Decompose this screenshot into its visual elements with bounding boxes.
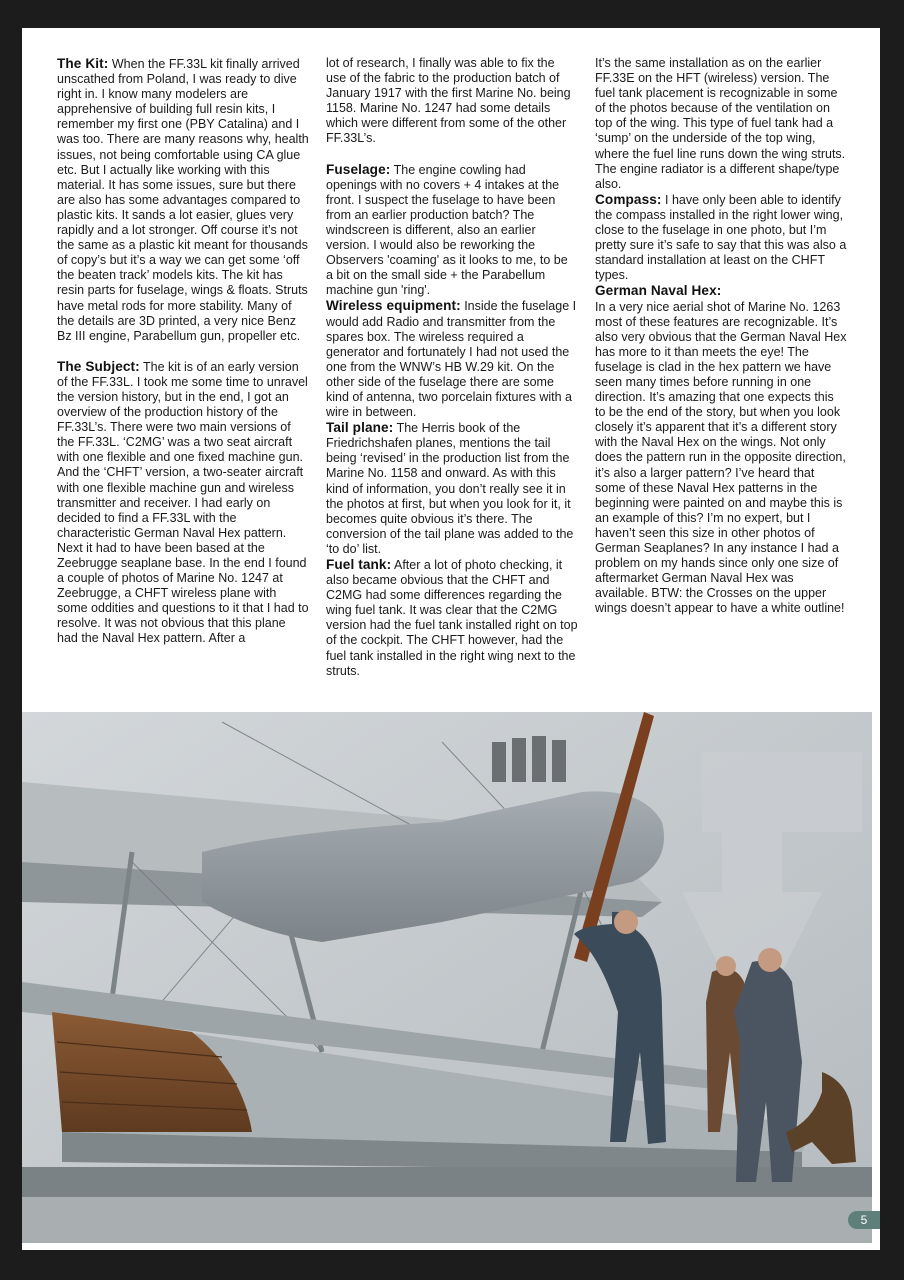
body-fuel-tank: After a lot of photo checking, it also became obvious that the CHFT and C2MG had some differences regarding the wing fuel tank. It was clear that the C2MG version had the fuel tank installed right on top of the cockpit. The CHFT however, had the fuel tank installed in the right wing next to the struts.: [326, 558, 578, 678]
text-column-3: [595, 56, 847, 616]
body-the-kit: When the FF.33L kit finally arrived unscathed from Poland, I was ready to dive right in. I know many modelers are apprehensive of building full resin kits, I remember my first one (PBY Catalina) and I was too. There are many reasons why, health issues, not being comfortable using CA glue etc. But I actually like working with this material. It has some issues, sure but there are also has some advantages compared to plastic kits. It sands a lot easier, glues very rapidly and a lot stronger. Off course it’s not the same as a plastic kit meant for thousands of copy’s but it’s a way we can get some ‘off the beaten track’ models kits. The kit has resin parts for fuselage, wings & floats. Struts have metal rods for more stability. Many of the details are 3D printed, a very nice Benz Bz III engine, Parabellum gun, propeller etc.: [57, 57, 309, 343]
body-wireless: Inside the fuselage I would add Radio and transmitter from the spares box. The wireless required a generator and fortunately I had not used the one from the WNW’s HB W.29 kit. On the other side of the fuselage there are some kind of antenna, two porcelain fixtures with a wire in between.: [326, 299, 577, 420]
text-column-2: [326, 56, 578, 679]
body-tail-plane: The Herris book of the Friedrichshafen planes, mentions the tail being ‘revised’ in the production list from the Marine No. 1158 and onward. As with this kind of information, you don’t really see it in the photos at first, but when you look for it, it becomes quite obvious it’s there. The conversion of the tail plane was added to the ‘to do’ list.: [326, 421, 574, 556]
seaplane-diorama-illustration: [22, 712, 872, 1243]
paragraph-fuel-tank: [326, 557, 578, 679]
heading-tail-plane: Tail plane:: [326, 420, 394, 436]
paragraph-fuselage: [326, 162, 578, 299]
paragraph-tail-plane: [326, 420, 578, 557]
paragraph-naval-hex-heading: [595, 283, 847, 299]
body-naval-hex: In a very nice aerial shot of Marine No. 1263 most of these features are recognizable. It’s also very obvious that the German Naval Hex has more to it than meets the eye! The fuselage is clad in the hex pattern we have seen many times before running in one direction. It’s amazing that one expects this to be the end of the story, but when you look closely it’s apparent that it’s a different story with the Naval Hex on the wings. Not only does the pattern run in the opposite direction, it’s also a larger pattern? I’ve heard that some of these Naval Hex patterns in the beginning were painted on and maybe this is an example of this? I’m no expert, but I haven’t seen this size in other photos of German Seaplanes? In any instance I had a problem on my hands since only one size of aftermarket German Naval Hex was available. BTW: the Crosses on the upper wings doesn’t appear to have a white outline!: [595, 299, 847, 616]
paragraph-the-subject: [57, 359, 309, 647]
heading-the-subject: The Subject:: [57, 358, 140, 374]
body-fuselage: The engine cowling had openings with no covers + 4 intakes at the front. I suspect the fuselage to have been from an earlier production batch? The windscreen is different, also an earlier version. I would also be reworking the Observers 'coaming' as it looks to me, to be a bit on the small side + the Parabellum machine gun 'ring'.: [326, 162, 568, 298]
magazine-page: [22, 28, 880, 1250]
paragraph-naval-hex: [595, 300, 847, 617]
heading-fuselage: Fuselage:: [326, 161, 391, 177]
seaplane-model-photo: [22, 712, 872, 1243]
page-number-badge: 5: [848, 1211, 880, 1229]
paragraph-research: [326, 56, 578, 147]
body-research: lot of research, I finally was able to fix the use of the fabric to the production batch of January 1917 with the first Marine No. being 1158. Marine No. 1247 had some details which were different from some of the other FF.33L’s.: [326, 56, 571, 146]
paragraph-installation: [595, 56, 847, 192]
heading-fuel-tank: Fuel tank:: [326, 557, 392, 572]
text-column-1: [57, 56, 309, 647]
paragraph-wireless: [326, 298, 578, 420]
heading-german-naval-hex: German Naval Hex:: [595, 283, 722, 299]
body-the-subject: The kit is of an early version of the FF.33L. I took me some time to unravel the version history, but in the end, I got an overview of the production history of the FF.33L’s. There were two main versions of the FF.33L. ‘C2MG’ was a two seat aircraft with one flexible and one fixed machine gun. And the ‘CHFT’ version, a two-seater aircraft with one flexible machine gun and wireless transmitter and receiver. I had early on decided to find a FF.33L with the characteristic German Naval Hex pattern. Next it had to have been based at the Zeebrugge seaplane base. In the end I found a couple of photos of Marine No. 1247 at Zeebrugge, a CHFT wireless plane with some oddities and questions to it that I had to resolve. It was not obvious that this plane had the Naval Hex pattern. After a: [57, 359, 309, 646]
heading-compass: Compass:: [595, 191, 662, 207]
heading-the-kit: The Kit:: [57, 56, 109, 71]
paragraph-the-kit: [57, 56, 309, 344]
body-compass: I have only been able to identify the compass installed in the right lower wing, close to the fuselage in one photo, but I’m pretty sure it’s safe to say that this was also a standard installation at least on the CHFT types.: [595, 192, 847, 283]
body-installation: It’s the same installation as on the earlier FF.33E on the HFT (wireless) version. The fuel tank placement is recognizable in some of the photos because of the ventilation on top of the wing. This type of fuel tank had a ‘sump’ on the underside of the top wing, where the fuel line runs down the wing struts. The engine radiator is a different shape/type also.: [595, 56, 846, 191]
heading-wireless-equipment: Wireless equipment:: [326, 298, 461, 314]
paragraph-compass: [595, 192, 847, 284]
